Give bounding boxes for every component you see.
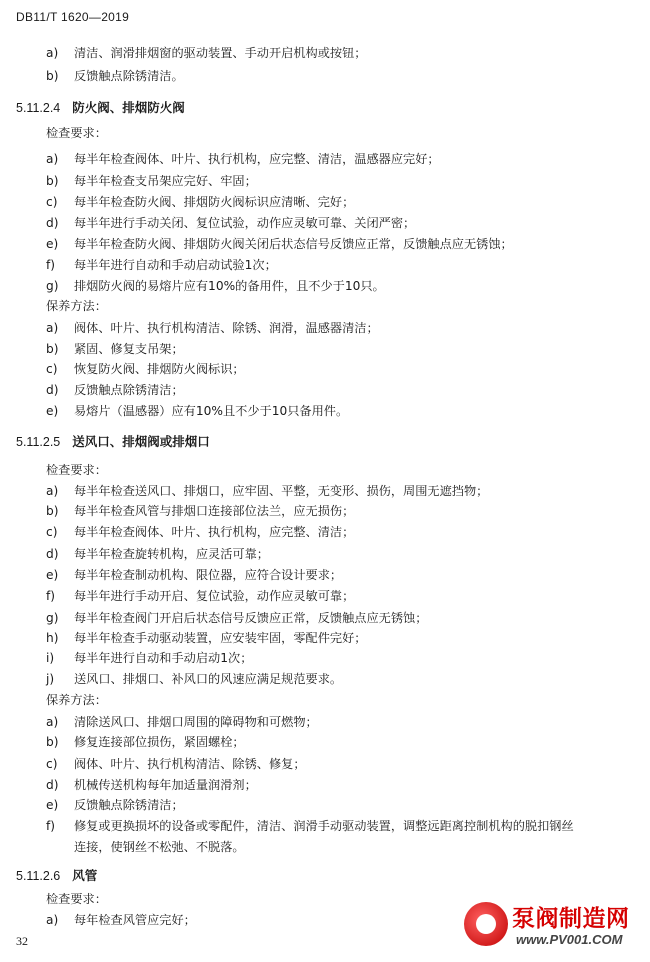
section-title: 送风口、排烟阀或排烟口 [72, 434, 210, 449]
list-item-label: b) [46, 69, 59, 83]
list-item-label: e) [46, 798, 59, 812]
list-item-text: 每半年检查阀门开启后状态信号反馈应正常，反馈触点应无锈蚀； [74, 611, 428, 625]
list-item-text: 每半年检查防火阀、排烟防火阀标识应清晰、完好； [74, 195, 355, 209]
list-item [46, 173, 257, 189]
list-item-text: 反馈触点除锈清洁。 [74, 69, 184, 83]
list-item [46, 503, 354, 519]
list-item-label: e) [46, 237, 59, 251]
list-item [46, 194, 354, 210]
list-item-label: f) [46, 258, 56, 272]
list-item-label: c) [46, 362, 58, 376]
list-item [46, 151, 440, 167]
list-item-label: b) [46, 735, 59, 749]
list-item-text: 每半年检查制动机构、限位器，应符合设计要求； [74, 568, 343, 582]
list-item [46, 588, 354, 604]
list-item-label: g) [46, 611, 59, 625]
list-item-label: a) [46, 913, 59, 927]
list-item [46, 320, 379, 336]
list-item-label: a) [46, 715, 59, 729]
list-item-text: 每半年检查防火阀、排烟防火阀关闭后状态信号反馈应正常，反馈触点应无锈蚀； [74, 237, 513, 251]
list-item-text: 清洁、润滑排烟窗的驱动装置、手动开启机构或按钮； [74, 46, 367, 60]
list-item-label: j) [46, 672, 55, 686]
list-item-label: e) [46, 404, 59, 418]
list-item [46, 257, 277, 273]
list-item-label: f) [46, 819, 56, 833]
subheading: 检查要求： [46, 126, 107, 140]
watermark [464, 900, 644, 956]
list-item-label: c) [46, 757, 58, 771]
list-item [46, 236, 513, 252]
list-item [46, 671, 342, 687]
section-title: 防火阀、排烟防火阀 [72, 100, 185, 115]
list-item-label: d) [46, 778, 59, 792]
list-item [46, 546, 269, 562]
list-item-label: b) [46, 504, 59, 518]
list-item-label: b) [46, 174, 59, 188]
list-item [46, 567, 342, 583]
list-item-text: 每半年检查风管与排烟口连接部位法兰，应无损伤； [74, 504, 355, 518]
list-item-label: d) [46, 216, 59, 230]
list-item [46, 524, 354, 540]
section-heading [16, 866, 97, 884]
list-item-label: h) [46, 631, 59, 645]
section-heading [16, 432, 210, 450]
list-item-label: f) [46, 589, 56, 603]
subheading: 保养方法： [46, 299, 107, 313]
section-title: 风管 [72, 868, 98, 883]
subheading: 检查要求： [46, 892, 107, 906]
list-item-text: 反馈触点除锈清洁； [74, 798, 184, 812]
list-item-label: a) [46, 484, 59, 498]
list-item-text: 送风口、排烟口、补风口的风速应满足规范要求。 [74, 672, 343, 686]
list-item-text: 每半年进行自动和手动启动试验1次； [74, 258, 277, 272]
list-item [46, 45, 367, 61]
page-number: 32 [16, 934, 28, 948]
watermark-logo-icon [464, 902, 508, 946]
list-item-label: i) [46, 651, 55, 665]
list-item [46, 777, 257, 793]
subheading: 检查要求： [46, 463, 107, 477]
watermark-title: 泵阀制造网 [512, 906, 630, 932]
section-number: 5.11.2.5 [16, 435, 61, 449]
list-item-label: c) [46, 195, 58, 209]
list-item-text: 每半年检查阀体、叶片、执行机构，应完整、清洁； [74, 525, 355, 539]
list-item-text: 阀体、叶片、执行机构清洁、除锈、润滑，温感器清洁； [74, 321, 379, 335]
list-item [46, 714, 318, 730]
list-item [46, 756, 306, 772]
list-item-text: 每半年进行手动关闭、复位试验，动作应灵敏可靠、关闭严密； [74, 216, 416, 230]
list-item-continuation: 连接，使钢丝不松弛、不脱落。 [74, 840, 245, 854]
list-item-label: g) [46, 279, 59, 293]
list-item [46, 610, 427, 626]
list-item [46, 68, 184, 84]
list-item-text: 紧固、修复支吊架； [74, 342, 184, 356]
list-item [46, 278, 385, 294]
list-item-text: 机械传送机构每年加适量润滑剂； [74, 778, 257, 792]
list-item [46, 382, 184, 398]
list-item-text: 恢复防火阀、排烟防火阀标识； [74, 362, 245, 376]
list-item-label: a) [46, 321, 59, 335]
section-number: 5.11.2.6 [16, 869, 61, 883]
list-item-text: 反馈触点除锈清洁； [74, 383, 184, 397]
list-item [46, 403, 348, 419]
list-item-text: 修复连接部位损伤，紧固螺栓； [74, 735, 245, 749]
list-item [46, 341, 184, 357]
section-number: 5.11.2.4 [16, 101, 61, 115]
watermark-url: www.PV001.COM [516, 932, 623, 947]
document-header: DB11/T 1620—2019 [16, 10, 130, 24]
list-item [46, 630, 367, 646]
list-item [46, 734, 245, 750]
list-item-text: 修复或更换损坏的设备或零配件，清洁、润滑手动驱动装置，调整远距离控制机构的脱扣钢丝 [74, 819, 574, 833]
list-item [46, 483, 488, 499]
list-item [46, 818, 574, 834]
list-item-text: 每年检查风管应完好； [74, 913, 196, 927]
list-item-text: 每半年进行自动和手动启动1次； [74, 651, 253, 665]
list-item [46, 650, 252, 666]
list-item [46, 797, 184, 813]
list-item-text: 每半年检查支吊架应完好、牢固； [74, 174, 257, 188]
list-item-text: 清除送风口、排烟口周围的障碍物和可燃物； [74, 715, 318, 729]
list-item-text: 排烟防火阀的易熔片应有10%的备用件，且不少于10只。 [74, 279, 385, 293]
section-heading [16, 98, 185, 116]
list-item-label: c) [46, 525, 58, 539]
list-item-label: d) [46, 383, 59, 397]
list-item-label: b) [46, 342, 59, 356]
list-item-text: 每半年检查阀体、叶片、执行机构，应完整、清洁，温感器应完好； [74, 152, 440, 166]
list-item-text: 阀体、叶片、执行机构清洁、除锈、修复； [74, 757, 306, 771]
list-item-text: 每半年进行手动开启、复位试验，动作应灵敏可靠； [74, 589, 355, 603]
list-item-text: 每半年检查手动驱动装置，应安装牢固，零配件完好； [74, 631, 367, 645]
list-item [46, 215, 415, 231]
list-item-label: a) [46, 46, 59, 60]
list-item [46, 912, 196, 928]
list-item [46, 361, 245, 377]
list-item-label: a) [46, 152, 59, 166]
list-item-label: d) [46, 547, 59, 561]
list-item-text: 每半年检查送风口、排烟口，应牢固、平整，无变形、损伤，周围无遮挡物； [74, 484, 489, 498]
list-item-text: 每半年检查旋转机构，应灵活可靠； [74, 547, 269, 561]
list-item-text: 易熔片（温感器）应有10%且不少于10只备用件。 [74, 404, 349, 418]
subheading: 保养方法： [46, 693, 107, 707]
list-item-label: e) [46, 568, 59, 582]
